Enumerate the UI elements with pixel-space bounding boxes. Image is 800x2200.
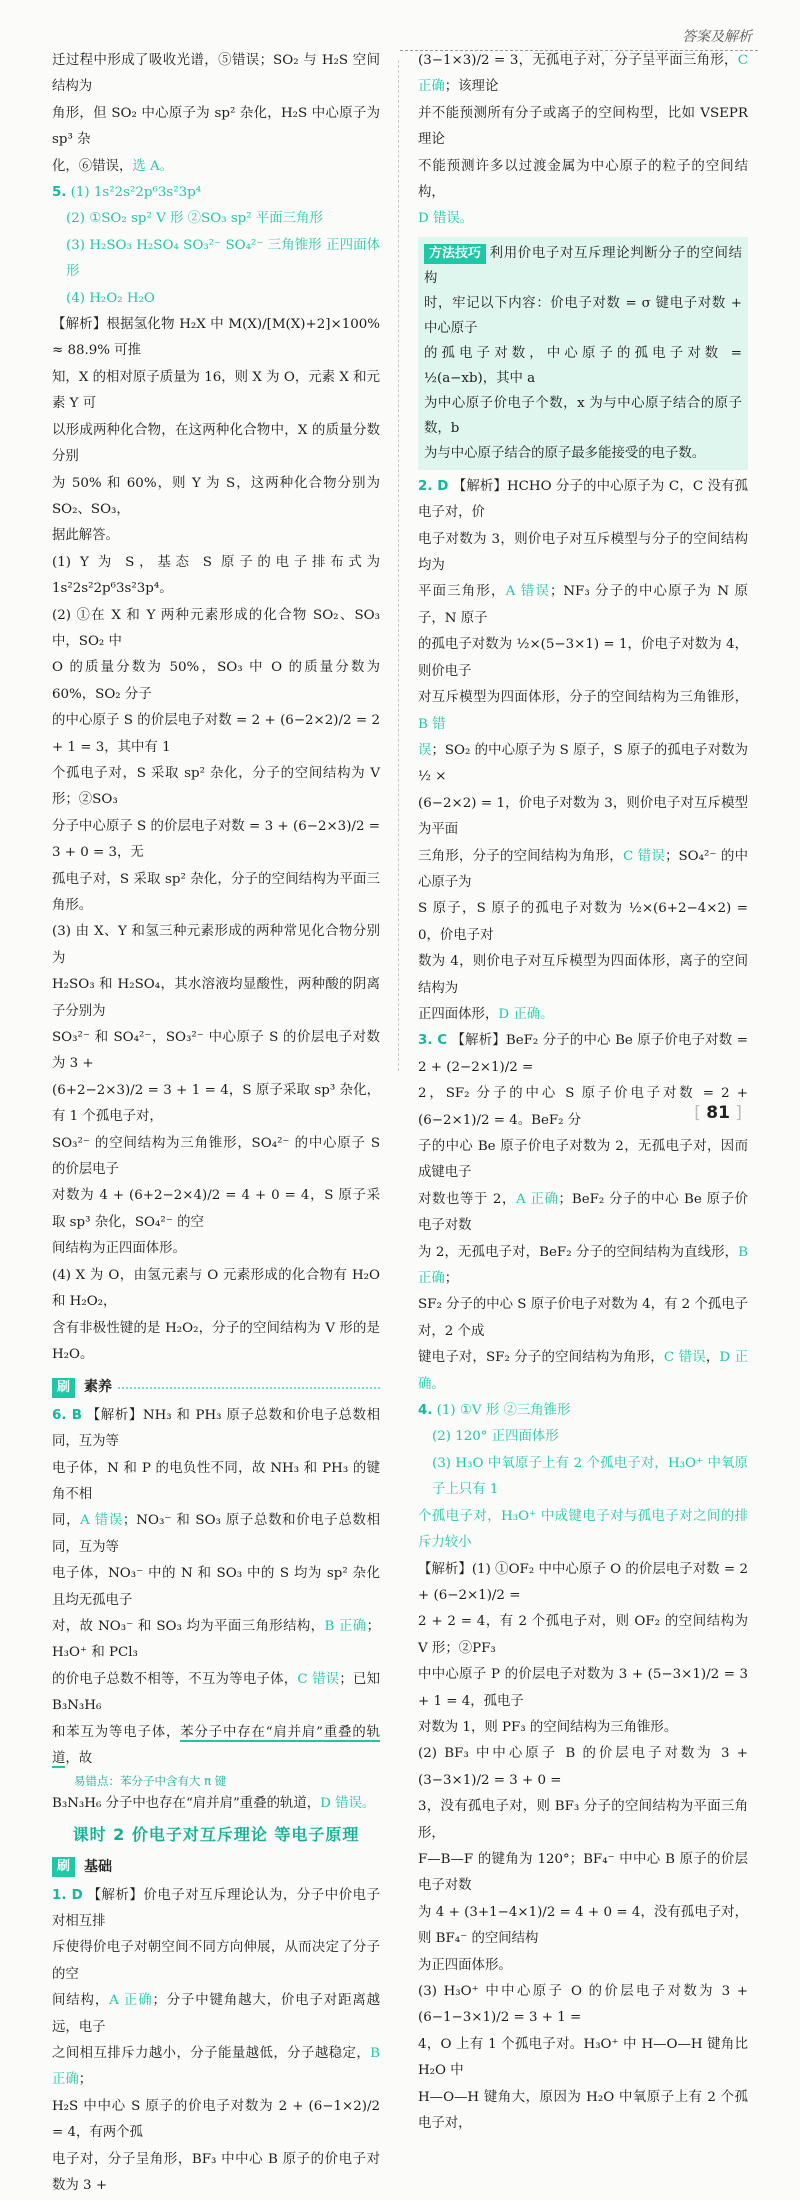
text-line: 并不能预测所有分子或离子的空间构型，比如 VSEPR 理论 — [418, 105, 748, 148]
question-1-line: 1. D 【解析】价电子对互斥理论认为，分子中价电子对相互排 — [52, 1887, 381, 1930]
explanation-line: O 的质量分数为 50%，SO₃ 中 O 的质量分数为 60%，SO₂ 分子 — [52, 660, 380, 702]
section-banner-jichu — [52, 1854, 380, 1880]
explanation-line: SO₃²⁻ 和 SO₄²⁻，SO₃²⁻ 中心原子 S 的价层电子对数为 3 + — [52, 1030, 380, 1072]
text-line: 间结构，A 正确；分子中键角越大，价电子对距离越远，电子 — [52, 1993, 381, 2035]
explanation-line: 知，X 的相对原子质量为 16，则 X 为 O，元素 X 和元素 Y 可 — [52, 369, 380, 412]
text-line: 斥使得价电子对朝空间不同方向伸展，从而决定了分子的空 — [52, 1940, 380, 1982]
explanation-line: 间结构为正四面体形。 — [52, 1241, 186, 1257]
text-line: 迁过程中形成了吸收光谱，⑤错误；SO₂ 与 H₂S 空间结构为 — [52, 53, 380, 95]
text-line: 电子对数为 3，则价电子对互斥模型与分子的空间结构均为 — [418, 531, 748, 574]
tip-line: 的孤电子对数，中心原子的孤电子对数 = ½(a−xb)，其中 a — [424, 345, 742, 386]
text-line: 电子对，分子呈角形，BF₃ 中中心 B 原子的价电子对数为 3 + — [52, 2151, 380, 2194]
text-line: 对，故 NO₃⁻ 和 SO₃ 均为平面三角形结构，B 正确；H₃O⁺ 和 PCl₃ — [52, 1618, 380, 1661]
explanation-line: (3) H₃O⁺ 中中心原子 O 的价层电子对数为 3 + (6−1−3×1)/2 = 3 + 1 = — [418, 1984, 748, 2026]
text-line: (3−1×3)/2 = 3，无孤电子对，分子呈平面三角形，C 正确；该理论 — [418, 53, 748, 95]
pitfall-note: 易错点：苯分子中含有大 π 键 — [74, 1774, 227, 1789]
explanation-line: 个孤电子对，S 采取 sp² 杂化，分子的空间结构为 V 形；②SO₃ — [52, 765, 380, 808]
text-line: 2，SF₂ 分子的中心 S 原子价电子对数 = 2 + (6−2×1)/2 = 4。BeF₂ 分 — [418, 1086, 748, 1128]
explanation-line: (6+2−2×3)/2 = 3 + 1 = 4，S 原子采取 sp³ 杂化，有 1 个孤电子对， — [52, 1082, 380, 1125]
text-line: 数为 4，则价电子对互斥模型为四面体形，离子的空间结构为 — [418, 954, 748, 996]
explanation-line: 3，没有孤电子对，则 BF₃ 分子的空间结构为平面三角形， — [418, 1799, 748, 1841]
text-line: 电子体，N 和 P 的电负性不同，故 NH₃ 和 PH₃ 的键角不相 — [52, 1460, 380, 1502]
answer-line: (3) H₃O 中氧原子上有 2 个孤电子对，H₃O⁺ 中氧原子上只有 1 — [432, 1455, 748, 1498]
text-line: 之间相互排斥力越小，分子能量越低，分子越稳定，B 正确； — [52, 2046, 380, 2088]
dotted-divider — [118, 1387, 380, 1389]
answer-line: (3) H₂SO₃ H₂SO₄ SO₃²⁻ SO₄²⁻ 三角锥形 正四面体形 — [66, 237, 380, 280]
text-line: 的价电子总数不相等，不互为等电子体，C 错误；已知 B₃N₃H₆ — [52, 1671, 381, 1714]
lesson-title: 课时 2 价电子对互斥理论 等电子原理 — [72, 1824, 360, 1844]
section-tag: 刷 — [52, 1378, 75, 1398]
explanation-line: 【解析】根据氢化物 H₂X 中 M(X)/[M(X)+2]×100% ≈ 88.9% 可推 — [52, 317, 380, 359]
tip-line: 为与中心原子结合的原子最多能接受的电子数。 — [424, 445, 706, 461]
tip-line: 为中心原子价电子个数，x 为与中心原子结合的原子数，b — [424, 395, 742, 436]
section-tag: 刷 — [52, 1857, 75, 1877]
section-title: 素养 — [84, 1379, 113, 1396]
text-line: 同，A 错误；NO₃⁻ 和 SO₃ 原子总数和价电子总数相同，互为等 — [52, 1513, 380, 1555]
text-line: S 原子，S 原子的孤电子对数为 ½×(6+2−4×2) = 0，价电子对 — [418, 901, 748, 943]
text-line: 子的中心 Be 原子价电子对数为 2，无孤电子对，因而成键电子 — [418, 1139, 748, 1181]
explanation-line: 为正四面体形。 — [418, 1957, 512, 1973]
text-line: B₃N₃H₆ 分子中也存在“肩并肩”重叠的轨道，D 错误。 — [52, 1796, 376, 1812]
tip-line: 时，牢记以下内容：价电子对数 = σ 键电子对数 + 中心原子 — [424, 295, 742, 336]
explanation-line: (2) ①在 X 和 Y 两种元素形成的化合物 SO₂、SO₃ 中，SO₂ 中 — [52, 607, 380, 649]
text-line: D 错误。 — [418, 211, 474, 227]
text-line: 对互斥模型为四面体形，分子的空间结构为三角锥形，B 错 — [418, 690, 748, 732]
answer-line: 个孤电子对，H₃O⁺ 中成键电子对与孤电子对之间的排斥力较小 — [418, 1508, 748, 1551]
right-column — [418, 48, 748, 2137]
explanation-line: H—O—H 键角大，原因为 H₂O 中氧原子上有 2 个孤电子对， — [418, 2089, 748, 2132]
explanation-line: (2) BF₃ 中中心原子 B 的价层电子对数为 3 + (3−3×1)/2 = 3 + 0 = — [418, 1746, 748, 1788]
answer-line: (2) 120° 正四面体形 — [432, 1429, 559, 1445]
explanation-line: 【解析】(1) ①OF₂ 中中心原子 O 的价层电子对数 = 2 + (6−2×1)/2 = — [418, 1561, 748, 1603]
explanation-line: 孤电子对，S 采取 sp² 杂化，分子的空间结构为平面三角形。 — [52, 871, 380, 913]
method-tip-tag: 方法技巧 — [424, 244, 486, 264]
text-line: 不能预测许多以过渡金属为中心原子的粒子的空间结构， — [418, 158, 748, 201]
explanation-line: (3) 由 X、Y 和氢三种元素形成的两种常见化合物分别为 — [52, 924, 380, 966]
text-line: 角形，但 SO₂ 中心原子为 sp² 杂化，H₂S 中心原子为 sp³ 杂 — [52, 105, 380, 148]
question-3-line: 3. C 【解析】BeF₂ 分子的中心 Be 原子价电子对数 = 2 + (2−2×1)/2 = — [418, 1033, 748, 1075]
explanation-line: (1) Y 为 S，基态 S 原子的电子排布式为 1s²2s²2p⁶3s²3p⁴。 — [52, 554, 380, 597]
explanation-line: 以形成两种化合物，在这两种化合物中，X 的质量分数分别 — [52, 422, 380, 465]
explanation-line: 4，O 上有 1 个孤电子对。H₃O⁺ 中 H—O—H 键角比 H₂O 中 — [418, 2036, 748, 2079]
answer-line: (4) H₂O₂ H₂O — [66, 290, 155, 306]
left-column — [52, 48, 380, 2200]
explanation-line: 据此解答。 — [52, 528, 119, 544]
text-line: 正四面体形，D 正确。 — [418, 1006, 554, 1022]
page-number: [ 81 ] — [694, 1103, 742, 1123]
text-line: 对数也等于 2，A 正确；BeF₂ 分子的中心 Be 原子价电子对数 — [418, 1191, 748, 1234]
text-line: 和苯互为等电子体，苯分子中存在“肩并肩”重叠的轨道，故 — [52, 1724, 380, 1766]
underlined-phrase: 苯分子中存在“肩并肩”重叠的轨道 — [52, 1724, 380, 1766]
section-title: 基础 — [84, 1859, 113, 1876]
question-5-answers: 5. (1) 1s²2s²2p⁶3s²3p⁴ — [52, 185, 202, 201]
answer-line: (2) ①SO₂ sp² V 形 ②SO₃ sp² 平面三角形 — [66, 211, 323, 227]
explanation-line: 的中心原子 S 的价层电子对数 = 2 + (6−2×2)/2 = 2 + 1 = 3，其中有 1 — [52, 713, 380, 755]
explanation-line: SO₃²⁻ 的空间结构为三角锥形，SO₄²⁻ 的中心原子 S 的价层电子 — [52, 1135, 380, 1178]
text-line: 平面三角形，A 错误；NF₃ 分子的中心原子为 N 原子，N 原子 — [418, 584, 748, 626]
section-banner-suyang — [52, 1374, 380, 1400]
question-2-line: 2. D 【解析】HCHO 分子的中心原子为 C，C 没有孤电子对，价 — [418, 478, 748, 521]
explanation-line: 2 + 2 = 4，有 2 个孤电子对，则 OF₂ 的空间结构为 V 形；②PF₃ — [418, 1614, 748, 1656]
explanation-line: F—B—F 的键角为 120°；BF₄⁻ 中中心 B 原子的价层电子对数 — [418, 1851, 748, 1894]
text-line: 化，⑥错误，选 A。 — [52, 158, 174, 174]
text-line: H₂S 中中心 S 原子的价电子对数为 2 + (6−1×2)/2 = 4，有两个孤 — [52, 2098, 380, 2141]
text-line: 误；SO₂ 的中心原子为 S 原子，S 原子的孤电子对数为 ½ × — [418, 742, 748, 785]
text-line: 电子体，NO₃⁻ 中的 N 和 SO₃ 中的 S 均为 sp² 杂化且均无孤电子 — [52, 1566, 380, 1608]
explanation-line: 对数为 1，则 PF₃ 的空间结构为三角锥形。 — [418, 1719, 678, 1735]
explanation-line: 对数为 4 + (6+2−2×4)/2 = 4 + 0 = 4，S 原子采取 sp³ 杂化，SO₄²⁻ 的空 — [52, 1188, 380, 1230]
column-divider — [398, 60, 399, 1071]
text-line: 为 2，无孤电子对，BeF₂ 分子的空间结构为直线形，B 正确； — [418, 1244, 748, 1287]
explanation-line: H₂SO₃ 和 H₂SO₄，其水溶液均显酸性，两种酸的阴离子分别为 — [52, 977, 380, 1019]
question-6-line: 6. B 【解析】NH₃ 和 PH₃ 原子总数和价电子总数相同，互为等 — [52, 1407, 380, 1450]
question-4-answers: 4. (1) ①V 形 ②三角锥形 — [418, 1403, 571, 1419]
page-header-title: 答案及解析 — [682, 29, 752, 45]
explanation-line: 分子中心原子 S 的价层电子对数 = 3 + (6−2×3)/2 = 3 + 0 = 3，无 — [52, 818, 380, 861]
text-line: 键电子对，SF₂ 分子的空间结构为角形，C 错误，D 正确。 — [418, 1350, 749, 1392]
explanation-line: 中中心原子 P 的价层电子对数为 3 + (5−3×1)/2 = 3 + 1 = 4，孤电子 — [418, 1667, 748, 1709]
method-tip-box: 方法技巧 利用价电子对互斥理论判断分子的空间结构 时，牢记以下内容：价电子对数 = σ 键电子对数 + 中心原子 的孤电子对数，中心原子的孤电子对数 = ½(a−xb)，其中 a 为中心原子价电子个数，x 为与中心原子结合的原子数，b 为与中心原子结合的原子最多能接受的电子数。 — [418, 237, 748, 470]
text-line: (6−2×2) = 1，价电子对数为 3，则价电子对互斥模型为平面 — [418, 795, 748, 838]
explanation-line: 为 4 + (3+1−4×1)/2 = 4 + 0 = 4，没有孤电子对，则 BF₄⁻ 的空间结构 — [418, 1904, 748, 1947]
explanation-line: (4) X 为 O，由氢元素与 O 元素形成的化合物有 H₂O 和 H₂O₂， — [52, 1267, 380, 1310]
text-line: SF₂ 分子的中心 S 原子价电子对数为 4，有 2 个孤电子对，2 个成 — [418, 1297, 749, 1339]
explanation-line: 为 50% 和 60%，则 Y 为 S，这两种化合物分别为 SO₂、SO₃， — [52, 475, 380, 517]
explanation-line: 含有非极性键的是 H₂O₂，分子的空间结构为 V 形的是 H₂O。 — [52, 1320, 380, 1362]
text-line: 三角形，分子的空间结构为角形，C 错误；SO₄²⁻ 的中心原子为 — [418, 848, 748, 890]
text-line: 的孤电子对数为 ½×(5−3×1) = 1，价电子对数为 4，则价电子 — [418, 637, 748, 679]
